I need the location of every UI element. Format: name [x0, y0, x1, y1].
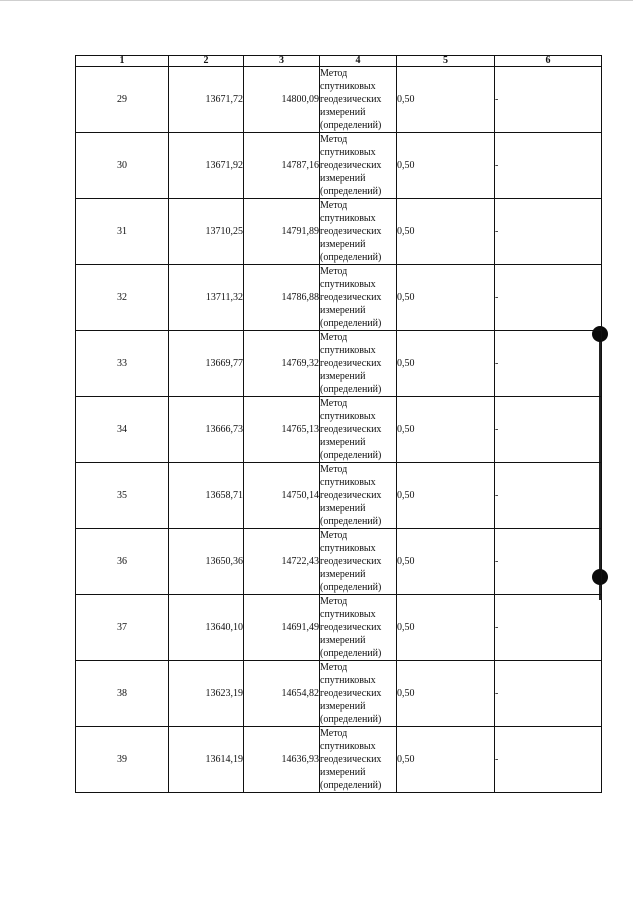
y-coordinate-cell: 14791,89 — [244, 199, 320, 265]
method-line: (определений) — [320, 780, 382, 791]
method-line: спутниковых — [320, 147, 376, 158]
method-line: спутниковых — [320, 477, 376, 488]
table-row — [76, 133, 602, 199]
page-top-edge — [0, 0, 633, 1]
method-line: Метод — [320, 662, 348, 673]
x-coordinate-cell: 13671,92 — [169, 133, 244, 199]
method-line: Метод — [320, 596, 348, 607]
method-line: измерений — [320, 437, 366, 448]
table-row — [76, 529, 602, 595]
x-coordinate-cell: 13666,73 — [169, 397, 244, 463]
method-line: Метод — [320, 68, 348, 79]
method-line: (определений) — [320, 252, 382, 263]
method-cell — [320, 199, 397, 265]
y-coordinate-cell: 14636,93 — [244, 727, 320, 793]
table-row — [76, 397, 602, 463]
table-row — [76, 595, 602, 661]
accuracy-cell: 0,50 — [397, 727, 495, 793]
method-line: спутниковых — [320, 411, 376, 422]
method-line: спутниковых — [320, 675, 376, 686]
method-cell — [320, 463, 397, 529]
method-line: спутниковых — [320, 213, 376, 224]
method-line: спутниковых — [320, 543, 376, 554]
table-header-row — [76, 56, 602, 67]
y-coordinate-cell: 14786,88 — [244, 265, 320, 331]
table-row — [76, 661, 602, 727]
accuracy-cell: 0,50 — [397, 133, 495, 199]
header-cell-6: 6 — [495, 56, 602, 67]
method-cell — [320, 397, 397, 463]
note-cell: - — [495, 397, 602, 463]
point-number-cell: 29 — [76, 67, 169, 133]
y-coordinate-cell: 14654,82 — [244, 661, 320, 727]
method-cell — [320, 67, 397, 133]
note-cell: - — [495, 133, 602, 199]
header-cell-1: 1 — [76, 56, 169, 67]
coordinates-table — [75, 55, 602, 793]
method-line: (определений) — [320, 714, 382, 725]
point-number-cell: 36 — [76, 529, 169, 595]
method-line: геодезических — [320, 688, 382, 699]
x-coordinate-cell: 13658,71 — [169, 463, 244, 529]
method-line: (определений) — [320, 120, 382, 131]
method-line: геодезических — [320, 622, 382, 633]
method-line: геодезических — [320, 754, 382, 765]
note-cell: - — [495, 529, 602, 595]
method-line: спутниковых — [320, 741, 376, 752]
y-coordinate-cell: 14722,43 — [244, 529, 320, 595]
method-cell — [320, 727, 397, 793]
method-line: измерений — [320, 701, 366, 712]
note-cell: - — [495, 595, 602, 661]
method-line: спутниковых — [320, 81, 376, 92]
method-line: геодезических — [320, 490, 382, 501]
point-number-cell: 35 — [76, 463, 169, 529]
x-coordinate-cell: 13669,77 — [169, 331, 244, 397]
note-cell: - — [495, 265, 602, 331]
method-line: измерений — [320, 239, 366, 250]
x-coordinate-cell: 13614,19 — [169, 727, 244, 793]
method-cell — [320, 265, 397, 331]
x-coordinate-cell: 13710,25 — [169, 199, 244, 265]
header-cell-3: 3 — [244, 56, 320, 67]
method-line: (определений) — [320, 648, 382, 659]
method-line: измерений — [320, 767, 366, 778]
method-line: геодезических — [320, 292, 382, 303]
method-cell — [320, 661, 397, 727]
x-coordinate-cell: 13640,10 — [169, 595, 244, 661]
method-line: (определений) — [320, 450, 382, 461]
method-line: спутниковых — [320, 279, 376, 290]
method-line: измерений — [320, 371, 366, 382]
method-line: (определений) — [320, 318, 382, 329]
accuracy-cell: 0,50 — [397, 661, 495, 727]
table-row — [76, 199, 602, 265]
point-number-cell: 31 — [76, 199, 169, 265]
method-line: (определений) — [320, 384, 382, 395]
method-line: геодезических — [320, 94, 382, 105]
method-line: геодезических — [320, 226, 382, 237]
method-line: геодезических — [320, 358, 382, 369]
x-coordinate-cell: 13650,36 — [169, 529, 244, 595]
table-row — [76, 331, 602, 397]
method-line: Метод — [320, 728, 348, 739]
point-number-cell: 32 — [76, 265, 169, 331]
method-line: измерений — [320, 107, 366, 118]
point-number-cell: 33 — [76, 331, 169, 397]
x-coordinate-cell: 13671,72 — [169, 67, 244, 133]
method-line: измерений — [320, 305, 366, 316]
point-number-cell: 30 — [76, 133, 169, 199]
y-coordinate-cell: 14691,49 — [244, 595, 320, 661]
y-coordinate-cell: 14765,13 — [244, 397, 320, 463]
method-line: Метод — [320, 332, 348, 343]
accuracy-cell: 0,50 — [397, 595, 495, 661]
method-line: Метод — [320, 266, 348, 277]
table-row — [76, 265, 602, 331]
method-line: геодезических — [320, 556, 382, 567]
method-line: измерений — [320, 503, 366, 514]
accuracy-cell: 0,50 — [397, 529, 495, 595]
method-line: (определений) — [320, 582, 382, 593]
method-line: Метод — [320, 134, 348, 145]
y-coordinate-cell: 14769,32 — [244, 331, 320, 397]
note-cell: - — [495, 199, 602, 265]
method-line: Метод — [320, 464, 348, 475]
method-line: геодезических — [320, 160, 382, 171]
y-coordinate-cell: 14750,14 — [244, 463, 320, 529]
method-cell — [320, 331, 397, 397]
header-cell-5: 5 — [397, 56, 495, 67]
method-cell — [320, 595, 397, 661]
method-line: измерений — [320, 173, 366, 184]
x-coordinate-cell: 13623,19 — [169, 661, 244, 727]
header-cell-2: 2 — [169, 56, 244, 67]
x-coordinate-cell: 13711,32 — [169, 265, 244, 331]
method-cell — [320, 529, 397, 595]
point-number-cell: 39 — [76, 727, 169, 793]
note-cell: - — [495, 661, 602, 727]
method-line: (определений) — [320, 516, 382, 527]
table-row — [76, 67, 602, 133]
method-line: Метод — [320, 530, 348, 541]
table-body — [76, 67, 602, 793]
note-cell: - — [495, 463, 602, 529]
method-line: спутниковых — [320, 609, 376, 620]
accuracy-cell: 0,50 — [397, 463, 495, 529]
method-line: спутниковых — [320, 345, 376, 356]
y-coordinate-cell: 14800,09 — [244, 67, 320, 133]
method-line: (определений) — [320, 186, 382, 197]
table-row — [76, 463, 602, 529]
accuracy-cell: 0,50 — [397, 67, 495, 133]
method-line: Метод — [320, 398, 348, 409]
header-cell-4: 4 — [320, 56, 397, 67]
table-row — [76, 727, 602, 793]
method-line: Метод — [320, 200, 348, 211]
note-cell: - — [495, 331, 602, 397]
point-number-cell: 34 — [76, 397, 169, 463]
note-cell: - — [495, 727, 602, 793]
method-cell — [320, 133, 397, 199]
accuracy-cell: 0,50 — [397, 331, 495, 397]
note-cell: - — [495, 67, 602, 133]
method-line: измерений — [320, 569, 366, 580]
method-line: измерений — [320, 635, 366, 646]
point-number-cell: 37 — [76, 595, 169, 661]
point-number-cell: 38 — [76, 661, 169, 727]
accuracy-cell: 0,50 — [397, 199, 495, 265]
method-line: геодезических — [320, 424, 382, 435]
y-coordinate-cell: 14787,16 — [244, 133, 320, 199]
accuracy-cell: 0,50 — [397, 397, 495, 463]
accuracy-cell: 0,50 — [397, 265, 495, 331]
